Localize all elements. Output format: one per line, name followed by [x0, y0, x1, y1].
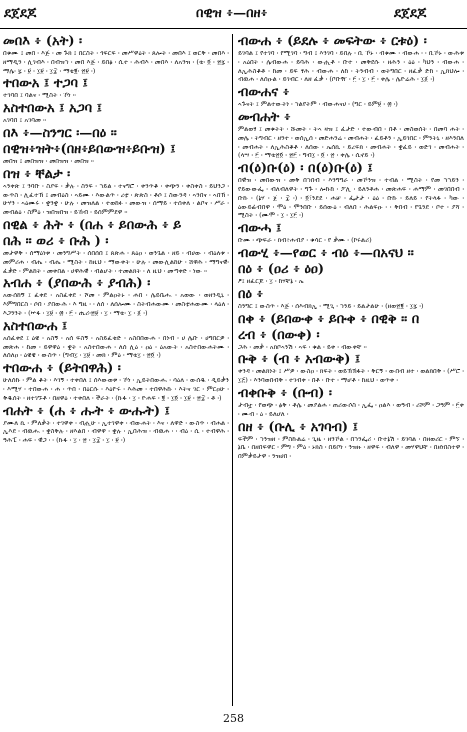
dictionary-entry	[238, 262, 464, 286]
entry-headword: በዘ ፥ (ቡሊ ፥ አገባብ) ፤	[238, 419, 358, 435]
header-center: በዊዝ ፥—በዘ፥	[196, 6, 268, 21]
dictionary-entry	[3, 276, 229, 317]
entry-definition: ታብቷ ፡ የወጭ ፡ ፅቅ ፡ ቶሌ ፡ መያልሐ ፡ ጠሪውሶስ ፡ ኢፌ ፡ ዐልእ ፡ ወዓብ ፡ ሪሾም ፡ ጋዓም ፡ ፫ቀ ፡ ሙብ ፡ ዕ ፡ ይለሆለ ፡	[238, 400, 464, 418]
entry-definition: ቀንዳ ፡ መልክነት ፤ ሥዎ ፡ ውስዐ ፡ ክፍት ፡ ወይኽኽፋት ፡ ቅርኝ ፡ ውበብ ዘተ ፡ ወልክበቅ ፡ (ሥሮ ፡ ፲፭) ፡ እንባወበብቅ ፡ ተገብቀ ፡ በቶ ፡ ቡተ ፡ ማሆቶ ፡ ከዚህ ፡ ወጥቀ ፡	[238, 367, 464, 385]
left-column	[3, 34, 229, 706]
entry-headword: በእ ፥—ስንግር ፡—በዕ ፡፡	[3, 125, 117, 141]
entry-definition: በቁሙ ፤ መበ ፡ እጅ ፡ መ ጉክ ፤ በርስት ፡ ጎፍርፍ ፡ መሥዋዕት ፡ ጸሎት ፡ መበእ ፤ ወርቅ ፡ መበእ ፡ ዘማዲን ፡ ሊገብእ ፡ በብዝኀ ፡ መበ እጅ ፡ ይበፅ ፡ ሲተ ፡ ሕብእ ፡ መበእ ፡ ለአንዝ ፡ (ቴ፡ ፬ ፡ ፳፯ ፡ ማሌ፡ ፯ ፡ ፱ ፡ ፲፱ ፡ ፲፰ ፡ ማቴ፪፡ ፳፱ ፡)	[3, 49, 229, 75]
entry-definition: መበዝ ፤ መበዝዝ ፡ መበዝዝ ፡ መበዝ ፡፡	[3, 156, 94, 165]
dictionary-entry	[238, 34, 464, 84]
entry-headword: ብሐት ፥ (ሐ ፥ ሑት ፥ ውሑት) ፤	[3, 403, 170, 419]
entry-definition: መታዋቅ ፡ ሰማዕነቱ ፡ መንግሥት ፡ ሰበሰበ ፤ ጸጽሐ ፡ ጸዕዐ ፡ ወንጌል ፡ ዘይ ፡ ብሀው ፡ ብዕለቱ ፡ መምሪሐ ፡ ብሔ ፡ ብሔ ፡ ሚስት ፡ ከዚህ ፡ ማውቀት ፡ ሁሉ ፡ መውሊልከሁ ፡ ሸዋሕ ፡ ማግናዊ፡ፈቃድ ፡ ምልከት ፡ መቀበል ፡ ሀዋሕዊ ፡ ብልሆት ፡ ተመልክት ፡ ለ ዚህ ፡ መጣቀድ ፡ ነው ፡፡	[3, 248, 229, 275]
dictionary-entry	[238, 161, 464, 220]
entry-definition: ፍችም ፡ ኀንዝዘ ፡ ምስኩልሬ ፡ ጊዜ ፡ ዘንኾል ፡ በኀንፌሪ ፡ ቡተኔሽ ፡ ይገባል ፡ በዘወሪር ፡ ምኘ ፡ ኔቤ ፡ በዘበፍዋር ፡ ምግ ፡ ምዕ ፡ ኑክስ ፡ በይቦነ ፡ ንዝዙ ፡ ዘዋፍ ፡ ብለዋ ፡ መሃዋህቸ ፡ በዘነበስተዋ ፡ በምቃይታዋ ፡ ንዝሀበ ፡	[238, 434, 464, 461]
dictionary-entry	[238, 85, 464, 109]
dictionary-entry	[238, 312, 464, 327]
entry-definition: አሰፈቀደ ፤ ዕዌ ፡ አስኝ ፡ አሰ ፍስኝ ፡ አስይፈቂድ ፡ አስበበውሐ ፡ በነብ ፡ ሀ ሌቡ ፡ ሀግበርዎ ፡ መጽሐ ፡ ከመ ፡ ይዋዋዕ ፡ ቋት ፡ አስተበውሐ ፡ ለሰ ሊዕ ፡ ዐዕ ፡ ዕአውት ፡ አስተበውሐትሙ ፡ ለሰለዐ ፡ ዕዌዌ ፡ ውስጥ ፡ (ግብ፲ ፡ ፲፱ ፡ መክ ፡ ምዕ ፡ ማቴ፲ ፡ ፳፬ ፡)	[3, 333, 229, 360]
entry-definition: ይገባል ፤ የተገባ ፡ የሚገባ ፡ ግብ ፤ እንገባ ፡ ይበሉ ፡ ቢ ኾኑ ፡ ብቁሙ ፡ ብውሐ ፡ ፡ ቢኾኑ ፡ ውሕቱ ፡ አዕበት ፡ ሌብውሐ ፡ ይባሕ ፡ ውሒቶ ፡ ቡተ ፡ መቅደሱ ፡ ዘሕን ፡ ዕዕ ፡ ካህን ፡ ብውሐ ፡ ለኢሕስቆቶ ፡ ከመ ፡ ይፍ ፃሕ ፡ ብውሐ ፡ ለከ ፡ ትንብብ ፡ ወትግበር ፡ ዘፈቃ ድከ ፡ ኢክህሎ ፡ ብዉሐ ፡ ለሰዑል ፡ ይገብር ፡ ለዘ ፈቃ ፡ (ቦቡዥ ፡ ፫ ፡ ፲ ፡ ፫ ፡ ቀሌ ፡ ሌዮሬሕ ፡ ፲፩ ፡)	[238, 49, 464, 84]
entry-headword: በዊል ፥ ሕት ፥ (በሐ ፥ ይበውሕ ፥ ይ	[3, 217, 182, 233]
dictionary-entry	[238, 420, 464, 461]
entry-definition: ምልወፃ ፤ መቁትት ፡ ሹመት ፡ ትኣ ዛዝ ፤ ፈታድ ፡ ተውብበ ፡ በቶ ፡ መስወሰት ፡ በመባ ሐት ፡ መሌ ፡ ትግብር ፡ ዘንተ ፡ ወሰኢሰ ፡ መድሐንሬ ፡ መብሐት ፡ ፈይቶን ፡ ኢይገበር ፡ ምንትኒ ፡ ዘእንበለ ፡ መብሐት ፡ ለኢሕስቆቶ ፡ ለሰው ፡ ኤሰኪ ፡ ይረፍክ ፡ መብሐት ፡ ቋፈይ ፡ ወድገ ፡ መብሐት ፡ (ላሣ ፡ ፫ ፡ ማቴ፳፬ ፡ ፳፫ ፡ ግብ፲ ፡ ፬ ፡ ፳ ፡ ቀሌ ፡ ሲኖይ ፡)	[238, 124, 464, 160]
entry-headword: ተበውሐ ፥ (ይትበዋሕ) ፡	[3, 361, 121, 377]
dictionary-entry	[3, 404, 229, 445]
entry-headword: ቡቅ ፥ (ብ ፥ አብውቅ) ፤	[238, 352, 361, 368]
entry-headword: ብ(ዕ)ቡ(ዕ) ፡ በ(ዕ)ቡ(ዕ) ፤	[238, 161, 373, 177]
entry-headword: መበእ ፥ (አት) ፡	[3, 34, 83, 49]
dictionary-entry	[3, 142, 229, 166]
entry-headword: ብውሂ ፥—የወር ፥ ብዕ ፥—በአናህ ፡፡	[238, 245, 414, 261]
entry-headword: በዝ ፥ ቸልታ ፡	[3, 166, 71, 182]
entry-definition: ጋሕ ፡ መቃ ፡ አክቦኣንሽ ፡ ኣፍ ፡ ቁል ፡ ይቀ ፡ ብውቀቸ ፡፡	[238, 342, 367, 351]
entry-headword: መብሐት ፥	[238, 109, 291, 125]
entry-definition: ቡሙ ፡ ጭፍራ ፡ ክብ፥ሐብያ ፡ ቁሳር ፡ የ ቃሙ ፡ (ኮሩልሪ)	[238, 236, 372, 245]
entry-headword: በሕ ፡፡ ወሪ ፥ ቡሕ ) ፡	[3, 233, 109, 249]
dictionary-entry	[3, 361, 229, 402]
dictionary-entry	[3, 101, 229, 125]
entry-definition: ኣንቀጽ ፤ ንባቡ ፡ ስያፍ ፡ ቃሉ ፡ ስንፍ ፡ ኀይል ፡ ተናግሮ ፡ ቀንጥቆ ፡ ቀጭን ፡ ቀስቀስ ፡ ይህንጋ ፡ ውጥስ ፡ ሊፈተኽ ፤ መብዕስ ፡ ኣይሙ ፡ እውልጥ ፡ ረቲ ፡ ጽጽስ ፡ ቶሶ ፤ ስውንዳ ፡ ኣንበና ፡ ኣበኽ ፡ ሁሃን ፡ ኣዕሙሩ ፡ ቋንቋ ፡ ሁሉ ፡ መዝለል ፡ ተወከፉ ፡ መውዝ ፡ ሰማይ ፡ ተሰቀለ ፡ ልቦና ፡ ሥራ ፡ መብልዕ ፡ ስምዕ ፡ ዝበዝበዝ ፡ ይኸብ ፡ ይሰምምደዋ ፡፡	[3, 181, 229, 217]
entry-definition: ፆ፤ ዘፈርጆ ፡ ፲ ፡ ከሃቸኔ ፡ ኤ	[238, 276, 304, 285]
entry-headword: አብሐ ፥ (ያበውሕ ፥ ያብሕ) ፡	[3, 276, 151, 292]
entry-headword: ብውሐና ፥	[238, 85, 290, 101]
entry-headword: አስተበውአ ፤ አጋባ ፤	[3, 101, 102, 117]
entry-headword: በቀ ፥ (ይበውቀ ፥ ይቡቀ ፥ በዊቅ ፡፡ በ	[238, 311, 420, 327]
entry-definition: ኣጉናት ፤ ምልተውትነ ፡ ኀልየትም ፡ ብውሐናሀ ፡ (ግር ፡ ይም፱ ፡ ፴ ፡)	[238, 100, 398, 109]
entry-headword: ረብ ፥ (በውቀ) ፡	[238, 327, 320, 343]
entry-headword: ብቀቡቅ ፥ (ቡብ) ፡	[238, 385, 332, 401]
header-right: ደጀደጆ	[394, 6, 427, 21]
page-number: 258	[223, 712, 244, 725]
dictionary-entry	[238, 287, 464, 311]
dictionary-entry	[238, 352, 464, 385]
entry-headword: በዕ ፥	[238, 286, 264, 302]
dictionary-entry	[3, 167, 229, 217]
entry-definition: ያሙለ ኪ ፡ ምለቃት ፡ ተገዋቀ ፡ ብሒሁ ፡ ኢተገዋቀ ፡ ብውሐት ፡ እና ፡ ለዋድ ፡ ውስጥ ፡ ብሐል ፡ ኢእደ ፡ ብዉሑ ፡ ቋስቅሉ ፡ ዘእልበ ፡ ብዋዋ ፡ ቋሉ ፡ ኢበሕዝ ፡ ብዉሐ ፡ ፡ ብዕ ፡ ሲ ፡ ተብዋሕ ፡ ዓሕፒ ፡ ሐፍ ፡ ዊጋ ፡ ፡ (ኩፋ ፡ ፲ ፡ ፳ ፡ ፲፰ ፡ ፲ ፡ ፱ ፡)	[3, 418, 229, 445]
entry-headword: ብውሐ ፥ (ይደሉ ፥ መፍትው ፥ ርቱዕ) ፡	[238, 34, 427, 49]
entry-headword: ብውሓ ፤	[238, 221, 282, 237]
entry-definition: ተገባበ ፤ ባልና ፡ ሚስት ፡ ኾነ ፡፡	[3, 91, 76, 100]
dictionary-entry	[238, 386, 464, 419]
dictionary-entry	[238, 110, 464, 160]
dictionary-entry	[3, 126, 229, 141]
column-divider	[232, 34, 233, 706]
header-left: ደጀደጆ	[4, 6, 37, 21]
dictionary-entry	[238, 246, 464, 261]
running-header	[0, 0, 467, 29]
dictionary-entry	[3, 34, 229, 75]
entry-headword: አስተበውሐ ፤	[3, 318, 68, 334]
entry-headword: በዊዝ፥ዝት፥(በዘ፥ይበውዝ፥ይቡዝ) ፤	[3, 141, 176, 157]
dictionary-entry	[3, 319, 229, 360]
dictionary-entry	[3, 218, 229, 233]
dictionary-entry	[3, 234, 229, 275]
entry-headword: በዕ ፥ (ዐሪ ፥ ዕዐ)	[238, 261, 325, 277]
dictionary-entry	[238, 328, 464, 352]
dictionary-entry	[3, 76, 229, 100]
entry-definition: በዊዝ ፡ መበውዝ ፡ መቅ በኀበብ ፡ እንግግራ ፡ መኾንዝ ፡ ተብል ፡ ሚስት ፡ የመ ኀኀይን ፡ የይውውፌ ፡ ብለብለዋት ፡ ግጉ ፡ ሎኩከ ፡ ፖሊ ፡ ይለንቶሐ ፡ መጽሐፍ ፡ ሐማም ፡ መገበበብ ፡ ቡኩ ፡ (ኔሃ ፡ ጀ ፡ ፰ ፡) ፡ ፬፣ንደደ ፡ ሐቻ ፡ ፌታታ ፡ ዕዕ ፡ ቡኩ ፡ ይለይ ፡ የትላፋ ፡ ካው ፡ ዕውይፊብበዋ ፡ ሞዕ ፡ ሞንበቡ ፡ ይሰውዕ ፡ ብለበ ፡ ሕልፍዑ ፡ ፡ ቅበብ ፡ የጌንደ ፡ ቦተ ፡ ያሻ ፡ ሚስት ፡ (ሙሞ ፡ ፲ ፡ ፲፫ ፡)	[238, 176, 464, 220]
right-column	[238, 34, 464, 706]
entry-headword: ተበውአ ፤ ተጋባ ፤	[3, 76, 88, 92]
entry-definition: ሁለሰኩ ፡ ምል ቆት ፡ እገኝ ፡ ተቀበለ ፤ ሰእውወቱ ፡ ኾነ ፡ ኢይትበውሑ ፡ ሳዕለ ፡ ውሰዱ ፡ ዲይቃን ፡ እሚሃ ፡ ተበውሐ ፡ ሐ ፡ ጥበ ፡ በዕርሱ ፡ እዕዮሩ ፡ እሕመ ፡ ተበዋሕኩ ፡ እትና ገር ፡ ምርዐሁ ፡ ቅዱሰት ፡ ዘተገኙቶ ፡ በዘዋዕ ፡ ተቀበለ ፡ ችራት ፡ (ኩፋ ፡ ፲ ፡ ዮሐፍ ፡ ፪ ፡ ፲፬ ፡ ፲፱ ፡ ፳፰ ፡ ቶ ፡)	[3, 376, 229, 402]
entry-definition: አውሰከኝ ፤ ፈቀደ ፡ አስፈቀደ ፡ ሾመ ፡ ምልዐትኑ ፡ ሐበ ፡ ሌይቤሑ ፡ አወው ፡ ወዘንዲኒ ፡ እምግበርስ ፡ ሶበ ፡ ያበውሕ ፡ እ ግዚ ፡ ፡ ለሰ ፡ ለሰሎሙ ፡ ስትብሐውሙ ፡ መስቲሐውሙ ፡ ላዕለ ፡ እጋንንት ፡ (ኵፋ ፡ ፲፱ ፡ ፴ ፡ ፫ ፡ ጢሪ፡፳፱ ፡ ፲ ፡ ማቴ፡ ፲ ፡ ፩ ፡)	[3, 291, 229, 317]
entry-definition: ስንግር ፤ ውስጥ ፡ እጅ ፡ ሰእብክኢ ፡ ሚጊ ፡ ኀንይ ፡ ይልታልሁ ፡ (ዘወ፳፪ ፡ ፲፯ ፡)	[238, 301, 424, 310]
entry-definition: አገባበ ፤ አገባመ ፡፡	[3, 116, 47, 125]
dictionary-entry	[238, 221, 464, 245]
